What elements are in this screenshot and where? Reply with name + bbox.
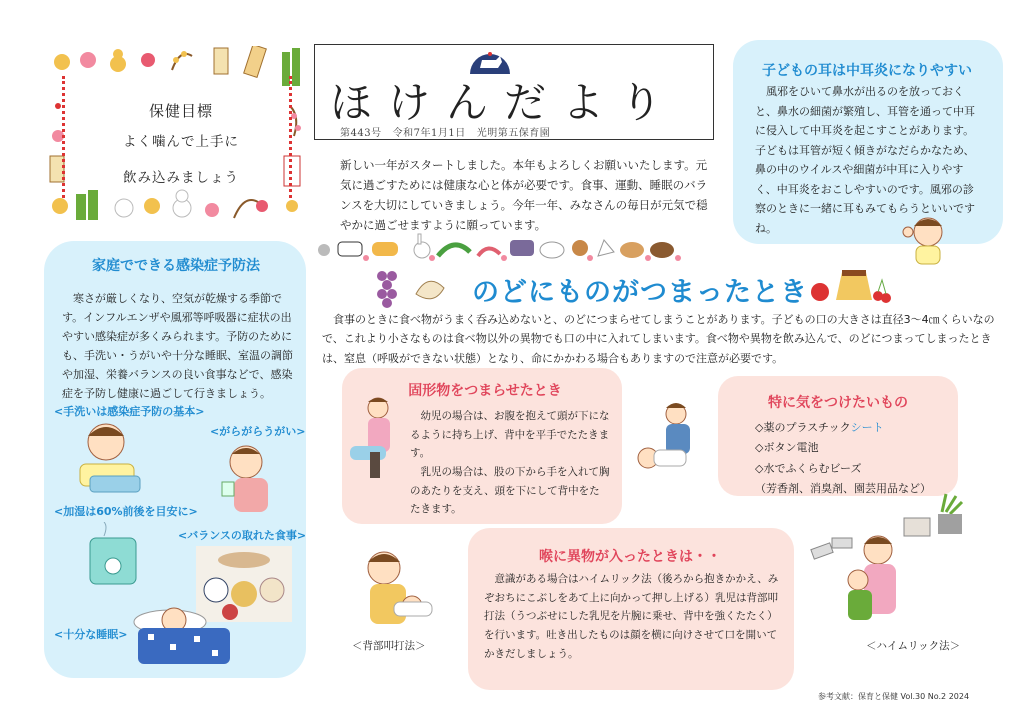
- child-pointing-ear-icon: [900, 210, 956, 266]
- caution-item-examples: （芳香剤、消臭剤、園芸用品など）: [755, 482, 931, 496]
- caution-item-plastic-sheet: ◇薬のプラスチックシート: [755, 421, 884, 434]
- references: 参考文献：保育と保健 Vol.30 No.2 2024: [818, 692, 970, 701]
- caption-heimlich: ＜ハイムリック法＞: [866, 640, 961, 652]
- ear-paragraph: 風邪をひいて鼻水が出るのを放っておくと、鼻水の細菌が繁殖し、耳管を通って中耳に侵入して中耳炎を起こすことがあります。子どもは耳管が短く傾きがなだらかなため、鼻の中のウイルスや細菌が中耳に入りやすく、中耳炎をおこしやすいのです。風邪の診察のときに一緒に耳もみてもらうといいですね。: [755, 85, 975, 236]
- infection-title: 家庭でできる感染症予防法: [92, 258, 260, 274]
- school-name: 光明第五保育園: [476, 128, 551, 139]
- back-blow-illustration: [350, 548, 440, 632]
- pudding-and-cherry-icon: [808, 262, 892, 306]
- heimlich-illustration: [808, 530, 912, 634]
- label-handwash: <手洗いは感染症予防の基本>: [54, 405, 205, 418]
- sleeping-child-icon: [130, 600, 234, 668]
- solid-objects-paragraph-1: 幼児の場合は、お腹を抱えて頭が下になるように持ち上げ、背中を平手でたたきます。: [410, 410, 610, 460]
- ear-title: 子どもの耳は中耳炎になりやすい: [762, 63, 972, 79]
- caption-back-blow: ＜背部叩打法＞: [352, 640, 426, 652]
- infection-paragraph: 寒さが厳しくなり、空気が乾燥する季節です。インフルエンザや風邪等呼吸器に症状の出やすい感染症が多くみられます。予防のためにも、手洗い・うがいや十分な睡眠、室温の調節や加湿、栄養バランスの良い食事などで、感染症を予防し健康に過ごして行きましょう。: [62, 292, 293, 400]
- solid-objects-paragraph-2: 乳児の場合は、股の下から手を入れて胸のあたりを支え、頭を下にして背中をたたきます。: [410, 466, 610, 516]
- label-balanced-meal: <バランスの取れた食事>: [178, 529, 307, 542]
- label-gargle: <がらがらうがい>: [210, 425, 306, 438]
- health-goal-line-1: よく噛んで上手に: [123, 134, 239, 150]
- issue-date: 令和7年1月1日: [392, 128, 466, 139]
- solid-objects-title: 固形物をつまらせたとき: [408, 383, 562, 399]
- caution-list: [755, 418, 955, 499]
- throat-title: 喉に異物が入ったときは・・: [539, 549, 721, 565]
- health-goal-line-2: 飲み込みましょう: [123, 170, 239, 186]
- choking-paragraph: 食事のときに食べ物がうまく呑み込めないと、のどにつまらせてしまうことがあります。子どもの口の大きさは直径3～4㎝くらいなので、これより小さなものは食べ物以外の異物でも口の中に入れてしまいます。食べ物や異物を飲み込んで、のどにつまってしまったときは、窒息（呼吸ができない状態）となり、命にかかわる場合もありますので注意が必要です。: [322, 313, 995, 365]
- caution-title: 特に気をつけたいもの: [768, 395, 908, 411]
- issue-number: 第443号: [340, 128, 382, 139]
- grapes-and-mochi-icon: [372, 266, 448, 310]
- label-humidity: <加湿は60%前後を目安に>: [54, 505, 198, 518]
- child-gargling-icon: [212, 440, 276, 514]
- throat-paragraph: 意識がある場合はハイムリック法（後ろから抱きかかえ、みぞおちにこぶしをあて上に向かって押し上げる）乳児は背部叩打法（うつぶせにした乳児を片腕に乗せ、背中を強くたたく）を行います。吐き出したものは顔を横に向けさせて口を開いてかきだしましょう。: [484, 573, 779, 660]
- animal-row-icons: [318, 234, 674, 258]
- masthead-title: ほけんだより: [330, 78, 679, 127]
- humidifier-icon: [86, 522, 142, 588]
- parent-holding-child-icon: [346, 396, 408, 480]
- caution-item-water-beads: ◇水でふくらむビーズ: [755, 461, 862, 475]
- zodiac-animals-row: [314, 232, 734, 262]
- intro-paragraph: 新しい一年がスタートしました。本年もよろしくお願いいたします。元気に過ごすためには健康な心と体が必要です。食事、運動、睡眠のバランスを大切にしていきましょう。今年一年、みなさんの毎日が元気で穏やかに過ごせますように願っています。: [340, 158, 708, 233]
- caution-item-button-battery: ◇ボタン電池: [755, 441, 819, 455]
- label-sleep: <十分な睡眠>: [54, 628, 128, 641]
- choking-title: のどにものがつまったとき: [472, 277, 808, 308]
- masthead-subtitle: [340, 124, 550, 139]
- medicine-sheets: [811, 538, 852, 559]
- infant-back-blow-icon: [630, 400, 710, 480]
- child-handwashing-icon: [66, 420, 150, 496]
- health-goal-title: 保健目標: [148, 102, 213, 120]
